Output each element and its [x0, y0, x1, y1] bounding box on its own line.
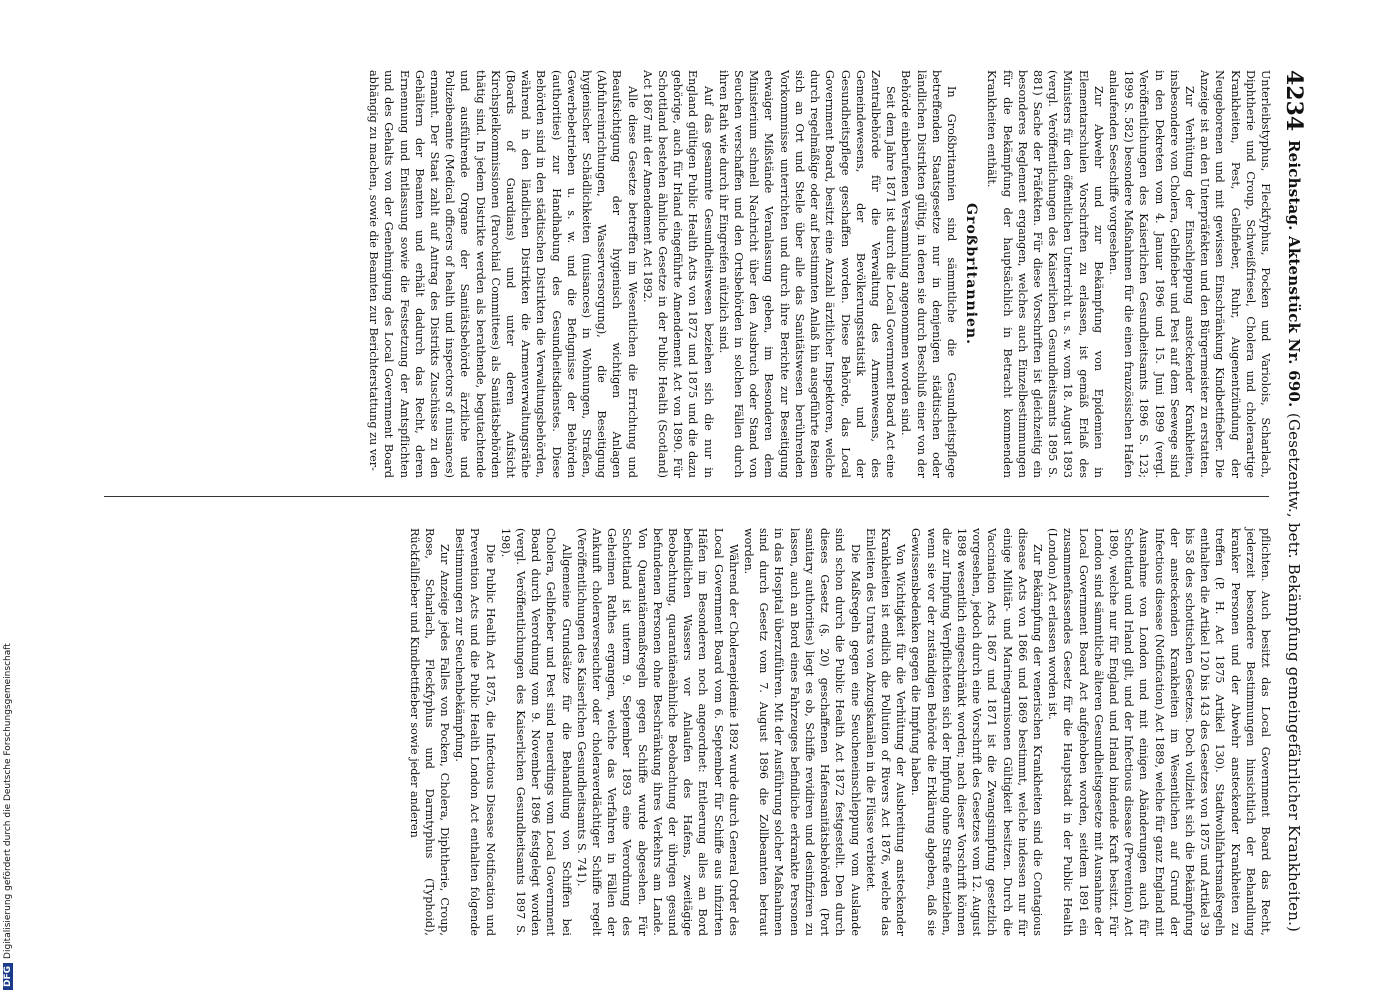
paragraph: Während der Choleraepidemie 1892 wurde durch General Order des Local Government Board vom 6. September für Schiffe aus infizirten Häfen im Besonderen noch angeordnet: Entleerung alles an Bord befindlichen Wassers vor Anlaufen des Hafens, zweitägige Beobachtung, quarantäneähnliche Beobachtung der übrigen gesund befundenen Personen ohne Beschränkung ihres Verkehrs am Lande. Von Quarantänemaßregeln gegen Schiffe wurde abgesehen. Für Schottland ist unterm 9. September 1893 eine Verordnung des Geheimen Rathes ergangen, welche das Verfahren in Fällen der Ankunft choleraverseuchter oder choleraverdächtiger Schiffe regelt (Veröffentlichungen des Kaiserlichen Gesundheitsamts S. 741). [574, 528, 740, 936]
page-header [1279, 70, 1309, 990]
paragraph: Auf das gesammte Gesundheitswesen beziehen sich die nur in England gültigen Public Health Acts von 1872 und 1875 und die dazu gehörige, auch für Irland eingeführte Amendement Act von 1890. Für Schottland bestehen ähnliche Gesetze in der Public Health (Scotland) Act 1867 mit der Amendement Act 1892. [640, 70, 715, 478]
column-divider [104, 496, 1269, 497]
paragraph: Unterleibstyphus, Fleckfyphus, Pocken und Variolois, Scharlach, Diphtherie und Croup, Schweißfriesel, Cholera und choleraartige Krankheiten, Pest, Gelbfieber, Ruhr, Augenentzündung der Neugeborenen und mit gewissen Einschränkung Kindbettfieber. Die Anzeige ist an den Unterpräfekten und den Bürgermeister zu erstatten. [1198, 70, 1272, 478]
page-number: 4234 [1281, 70, 1307, 132]
footer-credit [3, 643, 13, 990]
header-subtitle: (Gesetzentw., betr. Bekämpfung gemeingefährlicher Krankheiten.) [1285, 412, 1303, 933]
document-number: Aktenstück Nr. 690. [1285, 236, 1303, 408]
paragraph: Zur Bekämpfung der venerischen Krankheiten sind die Contagious disease Acts von 1866 und 1869 bestimmt, welche indessen nur für einige Militär- und Marinegarnisonen Gültigkeit besitzen. Durch die Vaccination Acts 1867 und 1871 ist die Zwangsimpfung gesetzlich vorgesehen, jedoch durch eine Vorschrift des Gesetzes vom 12. August 1898 wesentlich eingeschränkt worden; nach dieser Vorschrift können die zur Impfung Verpflichteten sich der Impfung ohne Strafe entziehen, wenn sie vor der zuständigen Behörde die Erklärung abgeben, daß sie Gewissensbedenken gegen die Impfung haben. [909, 528, 1044, 936]
paragraph: Zur Anzeige jedes Falles von Pocken, Cholera, Diphtherie, Croup, Rose, Scharlach, Fleckfyphus und Darmtyphus (Typhoid), Rückfallfieber und Kindbettfieber sowie jeder anderen [407, 528, 452, 936]
paragraph: Zur Abwehr und zur Bekämpfung von Epidemien in Elementarschulen Vorschriften zu erlassen, ist gemäß Erlaß des Ministers für den öffentlichen Unterricht u. s. w. vom 18. August 1893 (vergl. Veröffentlichungen des Kaiserlichen Gesundheitsamts 1895 S. 881) Sache der Präfekten. Für diese Vorschriften ist gleichzeitig ein besonderes Reglement ergangen, welches auch Einzelbestimmungen für die Bekämpfung der hauptsächlich in Betracht kommenden Krankheiten enthält. [985, 70, 1105, 478]
paragraph: pflichten. Auch besitzt das Local Government Board das Recht, jederzeit besondere Bestimmungen hinsichtlich der Behandlung kranker Personen und der Abwehr ansteckender Krankheiten zu treffen (P. H. Act 1875 Artikel 130). Stadtwohlfahrtsmaßregeln enthalten die Artikel 120 bis 143 des Gesetzes von 1875 und Artikel 39 bis 58 des schottischen Gesetzes. Doch vollzieht sich die Bekämpfung der ansteckenden Krankheiten im Wesentlichen auf Grund der Infectious disease (Notification) Act 1889, welche für ganz England mit Ausnahme von London und mit einigen Abänderungen auch für Schottland und Irland gilt, und der Infectious disease (Prevention) Act 1890, welche nur für England und Irland bindende Kraft besitzt. Für London sind sämmtliche älteren Gesundheitsgesetze mit Ausnahme der Local Government Board Act aufgehoben worden, seitdem 1891 ein zusammenfassendes Gesetz für die Hauptstadt in der Public Health (London) Act erlassen worden ist. [1046, 528, 1272, 936]
paragraph: Alle diese Gesetze betreffen im Wesentlichen die Errichtung und Beaufsichtigung der hygienisch wichtigen Anlagen (Abfuhreinrichtungen, Wasserversorgung), die Beseitigung hygienischer Schädlichkeiten (nuisances) in Wohnungen, Straßen, Gewerbebetrieben u. s. w. und die Befugnisse der Behörden (authorities) zur Handhabung des Gesundheitsdienstes. Diese Behörden sind in den städtischen Distrikten die Verwaltungsbehörden, während in den ländlichen Distrikten die Armenverwaltungsräthe (Boards of Guardians) und unter deren Aufsicht Kirchspielkommissionen (Parochial Committees) als Sanitätsbehörden thätig sind. In jedem Distrikte werden als berathende, begutachtende und ausführende Organe der Sanitätsbehörde ärztliche und Polizeibeamte (Medical officers of health und inspectors of nuisances) ernannt. Der Staat zahlt auf Antrag des Distrikts Zuschüsse zu den Gehältern der Beamten und erhält dadurch das Recht, deren Ernennung und Entlassung sowie die Festsetzung der Amtspflichten und des Gehalts von der Genehmigung des Local Government Board abhängig zu machen, sowie die Beamten zur Berichterstattung zu ver- [367, 70, 639, 478]
paragraph: Die Maßregeln gegen eine Seucheneinschleppung vom Auslande sind schon durch die Public Health Act 1872 festgestellt. Den durch dieses Gesetz (§. 20) geschaffenen Hafensanitätsbehörden (Port sanitary authorities) liegt es ob, Schiffe revidiren und desinfiziren zu lassen, auch an Bord eines Fahrzeuges befindliche erkrankte Personen in das Hospital überzuführen. Mit der Ausführung solcher Maßnahmen sind durch Gesetz vom 7. August 1896 die Zollbeamten betraut worden. [742, 528, 862, 936]
dfg-logo: DFG [3, 963, 13, 990]
paragraph: Die Public Health Act 1875, die Infectious Disease Notification und Prevention Acts und die Public Health London Act enthalten folgende Bestimmungen zur Seuchenbekämpfung. [453, 528, 497, 936]
footer-text: Digitalisierung gefördert durch die Deutsche Forschungsgemeinschaft [3, 643, 13, 959]
paragraph: Allgemeine Grundsätze für die Behandlung von Schiffen bei Cholera, Gelbfieber und Pest sind neuerdings vom Local Government Board durch Verordnung vom 9. November 1896 festgelegt worden (vergl. Veröffentlichungen des Kaiserlichen Gesundheitsamts 1897 S. 198). [498, 528, 573, 936]
section-heading: Großbritannien. [963, 203, 980, 345]
header-title [1285, 140, 1303, 932]
right-column [98, 528, 1273, 936]
paragraph: In Großbritannien sind sämmtliche die Gesundheitspflege betreffenden Staatsgesetze nur in denjenigen städtischen oder ländlichen Distrikten gültig, in denen sie durch Beschluß einer von der Behörde einberufenen Versammlung angenommen worden sind. [899, 70, 958, 478]
publication-name: Reichstag. [1285, 140, 1303, 231]
paragraph: Zur Verhütung der Einschleppung ansteckender Krankheiten, insbesondere von Cholera, Gelbfieber und Pest auf dem Seewege sind in den Dekreten vom 4. Januar 1896 und 15. Juni 1899 (vergl. Veröffentlichungen des Kaiserlichen Gesundheitsamts 1896 S. 123; 1899 S. 582) besondere Maßnahmen für die einen französischen Hafen anlaufenden Seeschiffe vorgesehen. [1106, 70, 1196, 478]
paragraph: Seit dem Jahre 1871 ist durch die Local Government Board Act eine Zentralbehörde für die Verwaltung des Armenwesens, des Gemeindewesens, der Bevölkerungsstatistik und der Gesundheitspflege geschaffen worden. Diese Behörde, das Local Government Board, besitzt eine Anzahl ärztlicher Inspektoren, welche durch regelmäßige oder auf bestimmten Anlaß hin ausgeführte Reisen sich an Ort und Stelle über alle das Sanitätswesen berührenden Vorkommnisse unterrichten und durch ihre Berichte zur Beseitigung etwaiger Mißstände Veranlassung geben, im Besonderen dem Ministerium schnell Nachricht über den Ausbruch oder Stand von Seuchen verschaffen und den Ortsbehörden in solchen Fällen durch ihren Rath wie durch ihr Eingreifen nützlich sind. [716, 70, 898, 478]
left-column [98, 70, 1273, 478]
paragraph: Von Wichtigkeit für die Verhütung der Ausbreitung ansteckender Krankheiten ist endlich die Pollution of Rivers Act 1876, welche das Einleiten des Unrats von Abzugskanälen in die Flüsse verbietet. [863, 528, 908, 936]
